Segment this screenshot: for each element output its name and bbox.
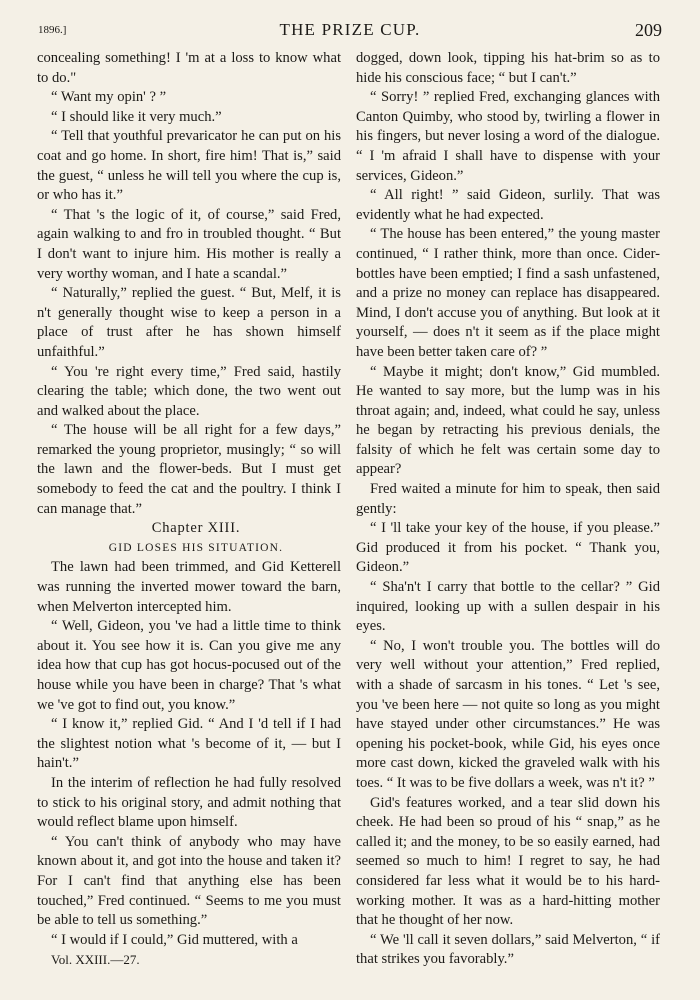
volume-signature: Vol. XXIII.—27. xyxy=(51,952,140,968)
header-date: 1896.] xyxy=(38,24,67,36)
paragraph: “ All right! ” said Gideon, surlily. That was evidently what he had expected. xyxy=(356,187,660,223)
paragraph: “ You 're right every time,” Fred said, hastily clearing the table; which done, the two went out and walked about the place. xyxy=(37,363,341,419)
paragraph: “ I 'll take your key of the house, if you please.” Gid produced it from his pocket. “ Thank you, Gideon.” xyxy=(356,520,660,576)
paragraph: concealing something! I 'm at a loss to know what to do." xyxy=(37,50,341,86)
paragraph: “ Tell that youthful prevaricator he can put on his coat and go home. In short, fire him! That is,” said the guest, “ unless he will tell you where the cup is, or who has it.” xyxy=(37,128,341,204)
paragraph: “ Naturally,” replied the guest. “ But, Melf, it is n't generally thought wise to keep a person in a place of trust after he has shown himself unfaithful.” xyxy=(37,285,341,360)
running-header xyxy=(38,20,662,42)
paragraph: “ Sha'n't I carry that bottle to the cellar? ” Gid inquired, looking up with a sullen despair in his eyes. xyxy=(356,579,660,635)
paragraph: “ Sorry! ” replied Fred, exchanging glances with Canton Quimby, who stood by, twirling a flower in his fingers, but never losing a word of the dialogue. “ I 'm afraid I shall have to dispense with your services, Gideon.” xyxy=(356,89,660,184)
paragraph: “ You can't think of anybody who may have known about it, and got into the house and taken it? For I can't find that anything else has been touched,” Fred continued. “ Seems to me you must be able to tell us something.” xyxy=(37,833,341,929)
header-title: THE PRIZE CUP. xyxy=(279,20,421,39)
page-number: 209 xyxy=(635,20,662,40)
paragraph: “ I know it,” replied Gid. “ And I 'd tell if I had the slightest notion what 's become of it, — but I hain't.” xyxy=(37,716,341,772)
right-column xyxy=(356,49,660,970)
paragraph: “ No, I won't trouble you. The bottles will do very well without your attention,” Fred replied, with a shade of sarcasm in his tones. “ Let 's see, you 've been here — not quite so long as you might have stayed under other circumstances.” He was opening his pocket-book, while Gid, his eyes once more cast down, kicked the graveled walk with his toes. “ It was to be five dollars a week, was n't it? ” xyxy=(356,637,660,791)
chapter-heading: Chapter XIII. xyxy=(151,520,241,537)
paragraph: “ Want my opin' ? ” xyxy=(51,89,167,106)
paragraph: “ The house will be all right for a few days,” remarked the young proprietor, musingly; “ so will the lawn and the flower-beds. But I must get somebody to feed the cat and the poultry. I think I can manage that.” xyxy=(37,422,341,517)
paragraph: The lawn had been trimmed, and Gid Ketterell was running the inverted mower toward the barn, when Melverton intercepted him. xyxy=(37,559,341,615)
paragraph: “ We 'll call it seven dollars,” said Melverton, “ if that strikes you favorably.” xyxy=(356,931,660,968)
paragraph: Fred waited a minute for him to speak, then said gently: xyxy=(356,481,660,517)
chapter-subtitle: GID LOSES HIS SITUATION. xyxy=(108,541,284,554)
paragraph: “ Maybe it might; don't know,” Gid mumbled. He wanted to say more, but the lump was in his throat again; and, indeed, what could he say, unless he began by retracting his previous denials, the falsity of which he felt was certain some day to appear? xyxy=(356,363,660,478)
paragraph: “ I would if I could,” Gid muttered, with a xyxy=(51,931,298,948)
paragraph: “ Well, Gideon, you 've had a little time to think about it. You see how it is. Can you give me any idea how that cup has got hocus-pocused out of the house while you have been in charge? That 's what we 've got to find out, you know.” xyxy=(37,618,341,713)
paragraph: “ The house has been entered,” the young master continued, “ I rather think, more than once. Cider-bottles have been emptied; I find a sash unfastened, and a prize no money can replace has disappeared. Mind, I don't accuse you of anything. But look at it yourself, — does n't it seem as if the place might have been better taken care of? ” xyxy=(356,226,660,360)
paragraph: Gid's features worked, and a tear slid down his cheek. He had been so proud of his “ snap,” as he called it; and the money, to be so easily earned, had seemed so much to him! I regret to say, he had considered far less what it would be to his hard-working mother. It was as a hard-hitting mother that he thought of her now. xyxy=(356,794,660,929)
left-column xyxy=(37,49,341,970)
paragraph: “ I should like it very much.” xyxy=(51,108,222,125)
paragraph: “ That 's the logic of it, of course,” said Fred, again walking to and fro in troubled thought. “ But I don't want to injure him. His mother is really a very worthy woman, and I hate a scandal.” xyxy=(37,206,341,282)
paragraph: dogged, down look, tipping his hat-brim so as to hide his conscious face; “ but I can't.” xyxy=(356,50,660,86)
paragraph: In the interim of reflection he had fully resolved to stick to his original story, and admit nothing that would reflect blame upon himself. xyxy=(37,774,341,831)
